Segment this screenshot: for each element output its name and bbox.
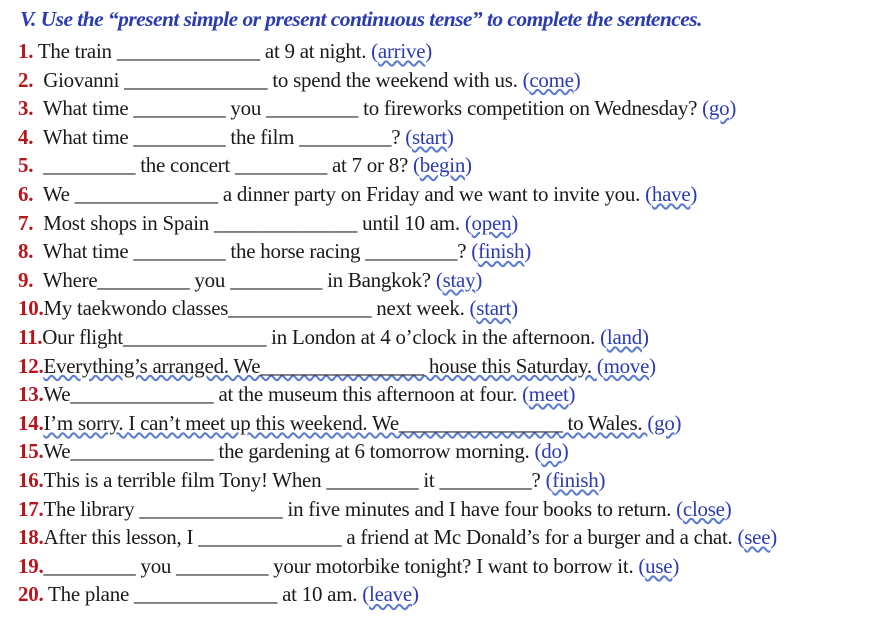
sentence-text: We______________ the gardening at 6 tomorrow morning. bbox=[43, 439, 535, 464]
sentence-text: We______________ at the museum this afternoon at four. bbox=[43, 382, 523, 407]
item-number: 6. bbox=[18, 181, 34, 206]
sentence-item bbox=[18, 94, 884, 123]
sentence-item bbox=[18, 495, 884, 524]
sentence-text: The train ______________ at 9 at night. bbox=[33, 39, 372, 63]
verb-hint: (come) bbox=[522, 67, 581, 92]
sentence-text: We ______________ a dinner party on Friday and we want to invite you. bbox=[33, 181, 646, 206]
verb-word: move bbox=[603, 353, 650, 378]
sentence-list bbox=[18, 37, 886, 609]
sentence-text: What time _________ the horse racing _________? bbox=[33, 239, 472, 264]
sentence-item bbox=[18, 323, 884, 352]
item-number: 16. bbox=[18, 467, 44, 492]
verb-word: meet bbox=[528, 382, 569, 407]
item-number: 18. bbox=[18, 525, 44, 550]
verb-hint: (start) bbox=[469, 296, 518, 321]
verb-hint: (meet) bbox=[522, 382, 576, 407]
verb-hint: (do) bbox=[534, 439, 569, 464]
sentence-item bbox=[18, 580, 884, 609]
sentence-item bbox=[18, 66, 884, 95]
sentence-text: _________ you _________ your motorbike tonight? I want to borrow it. bbox=[43, 553, 639, 578]
verb-word: finish bbox=[552, 467, 599, 492]
sentence-item bbox=[18, 123, 884, 152]
sentence-text: My taekwondo classes______________ next week. bbox=[43, 296, 470, 321]
item-number: 14. bbox=[18, 410, 44, 435]
sentence-text: Everything’s arranged. We________________ house this Saturday. bbox=[43, 353, 597, 378]
item-number: 7. bbox=[18, 210, 34, 235]
sentence-text: I’m sorry. I can’t meet up this weekend. We________________ to Wales. bbox=[43, 410, 648, 435]
sentence-item bbox=[18, 151, 884, 180]
verb-hint: (stay) bbox=[435, 267, 483, 292]
verb-hint: (see) bbox=[737, 525, 778, 550]
verb-word: close bbox=[682, 496, 725, 521]
sentence-item bbox=[18, 266, 884, 295]
item-number: 10. bbox=[18, 296, 44, 321]
verb-hint: (have) bbox=[645, 181, 698, 206]
exercise-heading: V. Use the “present simple or present continuous tense” to complete the sentences. bbox=[20, 7, 702, 31]
sentence-item bbox=[18, 409, 884, 438]
sentence-item bbox=[18, 180, 884, 209]
verb-word: do bbox=[541, 439, 562, 464]
verb-hint: (leave) bbox=[362, 582, 419, 607]
sentence-text: What time _________ the film _________? bbox=[33, 124, 406, 149]
verb-hint: (finish) bbox=[545, 467, 606, 492]
verb-word: go bbox=[654, 410, 675, 435]
sentence-item bbox=[18, 380, 884, 409]
item-number: 15. bbox=[18, 439, 44, 464]
item-number: 5. bbox=[18, 153, 34, 178]
sentence-item bbox=[18, 437, 884, 466]
item-number: 3. bbox=[18, 96, 34, 121]
verb-hint: (go) bbox=[702, 96, 737, 121]
verb-hint: (finish) bbox=[471, 239, 532, 264]
sentence-text: This is a terrible film Tony! When _________ it _________? bbox=[43, 467, 546, 492]
sentence-text: Giovanni ______________ to spend the weekend with us. bbox=[33, 67, 523, 92]
sentence-item bbox=[18, 352, 884, 381]
verb-hint: (start) bbox=[405, 124, 454, 149]
verb-word: open bbox=[471, 210, 512, 235]
sentence-text: Our flight______________ in London at 4 o’clock in the afternoon. bbox=[42, 324, 601, 349]
sentence-item bbox=[18, 209, 884, 238]
item-number: 12. bbox=[18, 353, 44, 378]
item-number: 8. bbox=[18, 239, 34, 264]
sentence-text: Where_________ you _________ in Bangkok? bbox=[33, 267, 436, 292]
item-number: 20. bbox=[18, 582, 44, 607]
sentence-text: _________ the concert _________ at 7 or 8? bbox=[33, 153, 414, 178]
verb-word: finish bbox=[478, 239, 525, 264]
item-number: 11. bbox=[18, 324, 43, 349]
verb-word: have bbox=[651, 181, 691, 206]
verb-hint: (close) bbox=[676, 496, 732, 521]
verb-word: arrive bbox=[377, 39, 426, 63]
sentence-text: Most shops in Spain ______________ until 10 am. bbox=[33, 210, 465, 235]
sentence-item bbox=[18, 466, 884, 495]
item-number: 4. bbox=[18, 124, 34, 149]
verb-word: land bbox=[606, 324, 642, 349]
sentence-text: After this lesson, I ______________ a friend at Mc Donald’s for a burger and a chat. bbox=[43, 525, 738, 550]
sentence-item bbox=[18, 523, 884, 552]
verb-word: stay bbox=[442, 267, 476, 292]
sentence-item bbox=[18, 294, 884, 323]
verb-hint: (arrive) bbox=[371, 39, 432, 63]
verb-hint: (open) bbox=[464, 210, 519, 235]
sentence-item bbox=[18, 237, 884, 266]
item-number: 13. bbox=[18, 382, 44, 407]
verb-word: start bbox=[476, 296, 512, 321]
verb-word: leave bbox=[369, 582, 412, 607]
verb-hint: (land) bbox=[600, 324, 649, 349]
verb-word: start bbox=[411, 124, 447, 149]
verb-word: go bbox=[708, 96, 730, 121]
sentence-item bbox=[18, 552, 884, 581]
verb-hint: (move) bbox=[596, 353, 656, 378]
sentence-text: The library ______________ in five minutes and I have four books to return. bbox=[43, 496, 677, 521]
verb-word: begin bbox=[419, 153, 466, 178]
verb-hint: (use) bbox=[638, 553, 680, 578]
verb-hint: (begin) bbox=[413, 153, 472, 178]
sentence-text: The plane ______________ at 10 am. bbox=[43, 582, 363, 607]
item-number: 9. bbox=[18, 267, 34, 292]
verb-hint: (go) bbox=[647, 410, 682, 435]
sentence-text: What time _________ you _________ to fireworks competition on Wednesday? bbox=[33, 96, 703, 121]
verb-word: use bbox=[645, 553, 673, 578]
item-number: 19. bbox=[18, 553, 44, 578]
sentence-item bbox=[18, 37, 884, 66]
item-number: 2. bbox=[18, 67, 34, 92]
item-number: 17. bbox=[18, 496, 44, 521]
verb-word: come bbox=[529, 67, 574, 92]
verb-word: see bbox=[744, 525, 771, 550]
item-number: 1. bbox=[18, 39, 34, 63]
